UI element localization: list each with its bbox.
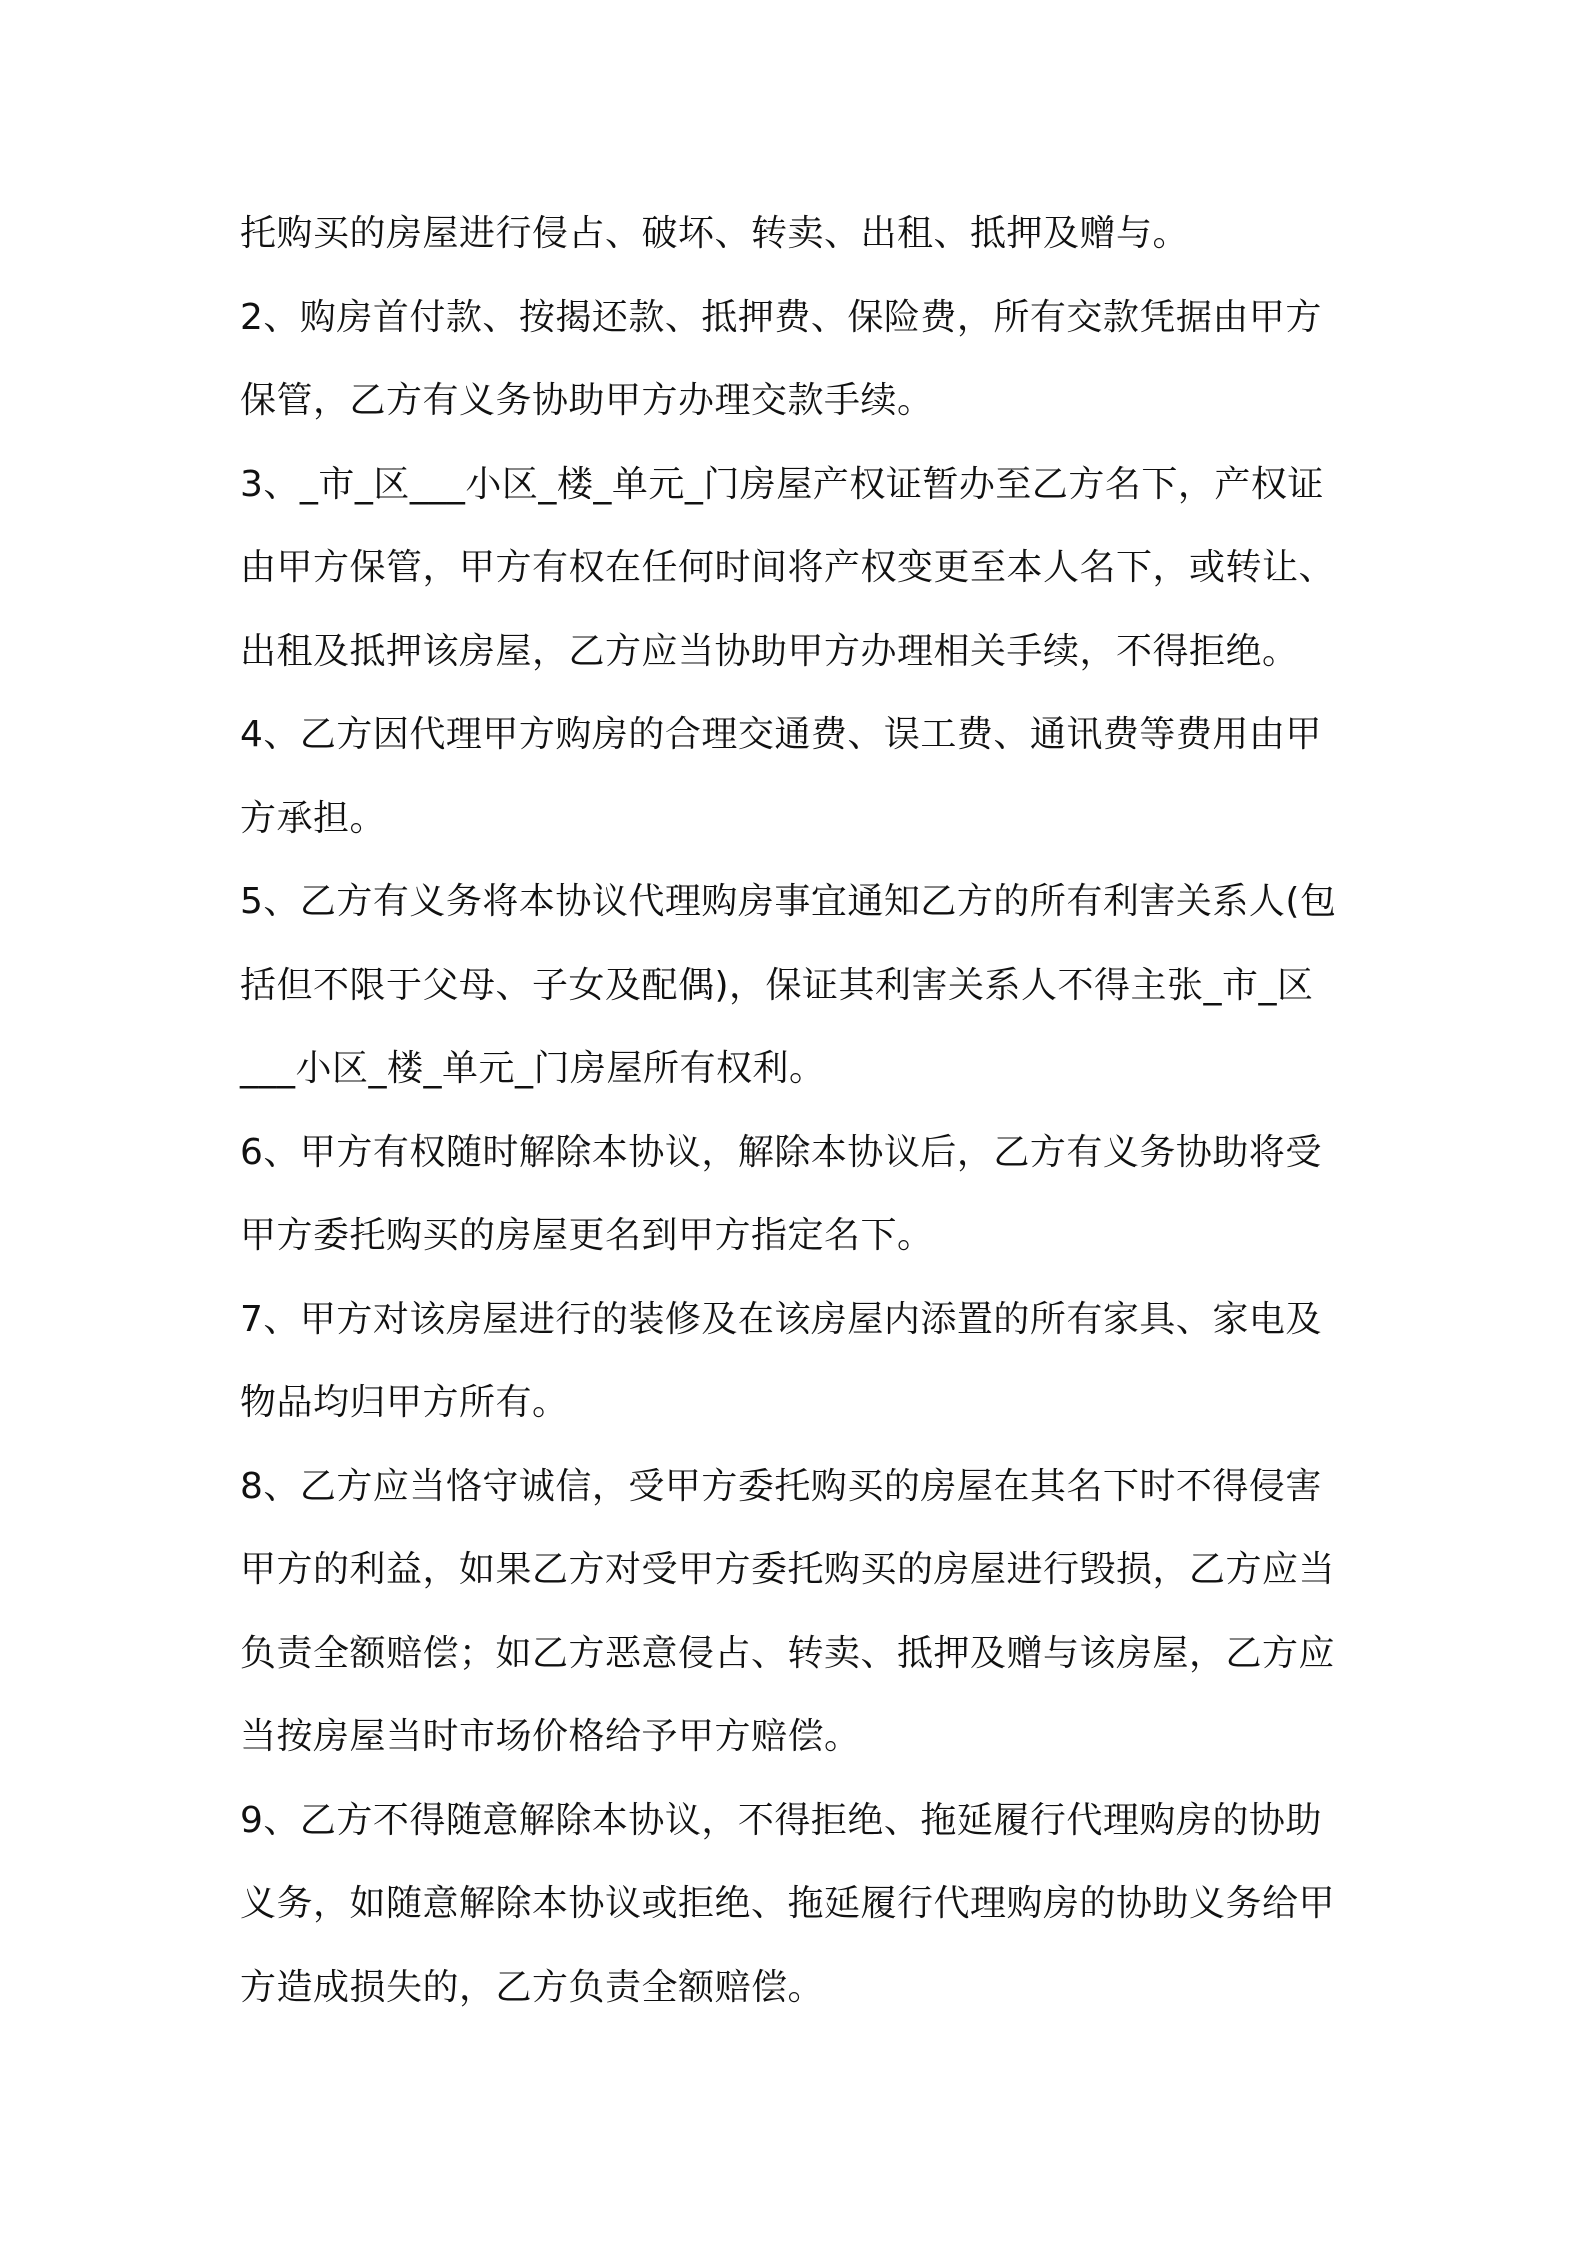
text-line: 7、甲方对该房屋进行的装修及在该房屋内添置的所有家具、家电及 [240,1298,1322,1340]
text-line: 托购买的房屋进行侵占、破坏、转卖、出租、抵押及赠与。 [240,213,1190,254]
text-line: 9、乙方不得随意解除本协议，不得拒绝、拖延履行代理购房的协助 [240,1799,1322,1841]
text-line: 物品均归甲方所有。 [240,1382,569,1423]
text-line: ___小区_楼_单元_门房屋所有权利。 [240,1048,826,1089]
text-line: 保管，乙方有义务协助甲方办理交款手续。 [240,380,934,421]
text-line: 出租及抵押该房屋，乙方应当协助甲方办理相关手续，不得拒绝。 [240,630,1299,672]
document-body [240,192,1356,2029]
text-line: 2、购房首付款、按揭还款、抵押费、保险费，所有交款凭据由甲方 [240,296,1322,338]
text-line: 6、甲方有权随时解除本协议，解除本协议后，乙方有义务协助将受 [240,1131,1322,1173]
text-line: 4、乙方因代理甲方购房的合理交通费、误工费、通讯费等费用由甲 [240,714,1322,755]
text-line: 8、乙方应当恪守诚信，受甲方委托购买的房屋在其名下时不得侵害 [240,1465,1322,1507]
text-line: 义务，如随意解除本协议或拒绝、拖延履行代理购房的协助义务给甲 [240,1883,1336,1924]
text-line: 甲方的利益，如果乙方对受甲方委托购买的房屋进行毁损，乙方应当 [240,1549,1336,1590]
text-line: 当按房屋当时市场价格给予甲方赔偿。 [240,1716,861,1757]
text-line: 括但不限于父母、子女及配偶)，保证其利害关系人不得主张_市_区 [240,964,1314,1006]
text-line: 由甲方保管，甲方有权在任何时间将产权变更至本人名下，或转让、 [240,547,1336,588]
text-line: 5、乙方有义务将本协议代理购房事宜通知乙方的所有利害关系人(包 [240,881,1337,922]
text-line: 3、_市_区___小区_楼_单元_门房屋产权证暂办至乙方名下，产权证 [240,463,1324,505]
text-line: 甲方委托购买的房屋更名到甲方指定名下。 [240,1215,934,1256]
text-line: 负责全额赔偿；如乙方恶意侵占、转卖、抵押及赠与该房屋，乙方应 [240,1632,1336,1674]
text-line: 方承担。 [240,797,387,839]
text-line: 方造成损失的，乙方负责全额赔偿。 [240,1966,825,2008]
